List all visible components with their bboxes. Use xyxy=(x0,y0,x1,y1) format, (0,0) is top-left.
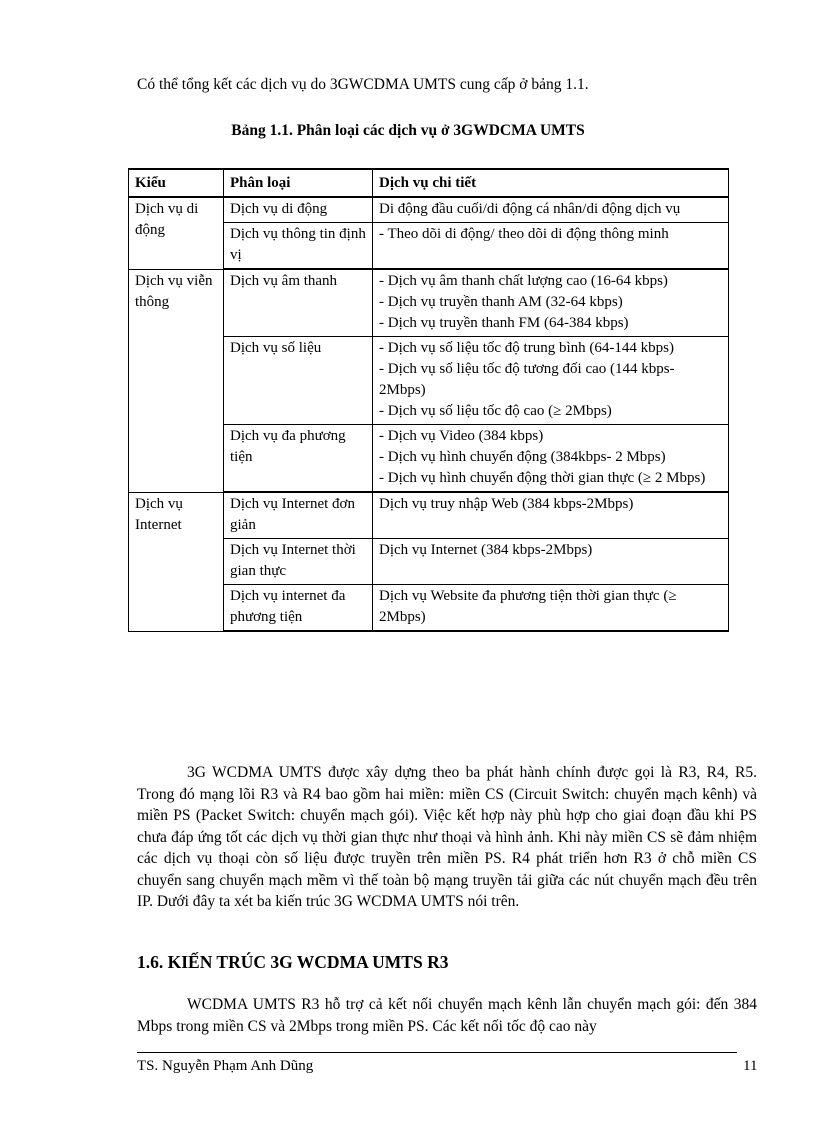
detail-line: - Dịch vụ số liệu tốc độ cao (≥ 2Mbps) xyxy=(379,403,612,419)
category-cell: Dịch vụ Internet thời gian thực xyxy=(224,539,373,585)
table-row xyxy=(129,269,729,337)
body-paragraph: WCDMA UMTS R3 hỗ trợ cả kết nối chuyển mạch kênh lẫn chuyển mạch gói: đến 384 Mbps trong miền CS và 2Mbps trong miền PS. Các kết nối tốc độ cao này xyxy=(137,996,757,1035)
footer-divider xyxy=(137,1052,737,1053)
detail-line: Dịch vụ Internet (384 kbps-2Mbps) xyxy=(379,542,593,558)
detail-line: - Dịch vụ âm thanh chất lượng cao (16-64 kbps) xyxy=(379,273,668,289)
details-cell xyxy=(373,425,729,493)
section-heading: 1.6. KIẾN TRÚC 3G WCDMA UMTS R3 xyxy=(137,952,449,972)
table-row xyxy=(129,197,729,223)
detail-line: - Dịch vụ truyền thanh AM (32-64 kbps) xyxy=(379,294,623,310)
category-cell: Dịch vụ đa phương tiện xyxy=(224,425,373,493)
category-cell: Dịch vụ thông tin định vị xyxy=(224,223,373,270)
category-cell: Dịch vụ di động xyxy=(224,197,373,223)
table-header-row xyxy=(129,169,729,197)
details-cell xyxy=(373,539,729,585)
detail-line: - Dịch vụ số liệu tốc độ tương đối cao (144 kbps- 2Mbps) xyxy=(379,361,675,398)
group-type-cell: Dịch vụ Internet xyxy=(129,492,224,631)
page-number: 11 xyxy=(743,1058,758,1074)
details-cell xyxy=(373,197,729,223)
group-type-cell: Dịch vụ viễn thông xyxy=(129,269,224,492)
detail-line: - Theo dõi di động/ theo dõi di động thông minh xyxy=(379,226,669,242)
detail-line: Di động đầu cuối/di động cá nhân/di động dịch vụ xyxy=(379,201,681,217)
header-type: Kiểu xyxy=(129,169,224,197)
details-cell xyxy=(373,492,729,539)
details-cell xyxy=(373,585,729,632)
category-cell: Dịch vụ Internet đơn giản xyxy=(224,492,373,539)
footer-author: TS. Nguyễn Phạm Anh Dũng xyxy=(137,1058,314,1074)
details-cell xyxy=(373,223,729,270)
category-cell: Dịch vụ âm thanh xyxy=(224,269,373,337)
body-paragraph: 3G WCDMA UMTS được xây dựng theo ba phát hành chính được gọi là R3, R4, R5. Trong đó mạng lõi R3 và R4 bao gồm hai miền: miền CS (Circuit Switch: chuyển mạch kênh) và miền PS (Packet Switch: chuyển mạch gói). Việc kết hợp này phù hợp cho giai đoạn đầu khi PS chưa đáp ứng tốt các dịch vụ thời gian thực như thoại và hình ảnh. Khi này miền CS sẽ đảm nhiệm các dịch vụ thoại còn số liệu được truyền trên miền PS. R4 phát triển hơn R3 ở chỗ miền CS chuyển sang chuyển mạch mềm vì thế toàn bộ mạng truyền tải giữa các nút chuyển mạch đều trên IP. Dưới đây ta xét ba kiến trúc 3G WCDMA UMTS nói trên. xyxy=(137,764,757,910)
detail-line: - Dịch vụ số liệu tốc độ trung bình (64-144 kbps) xyxy=(379,340,674,356)
details-cell xyxy=(373,337,729,425)
detail-line: - Dịch vụ Video (384 kbps) xyxy=(379,428,544,444)
group-type-cell: Dịch vụ di động xyxy=(129,197,224,269)
table-caption: Bảng 1.1. Phân loại các dịch vụ ở 3GWDCMA UMTS xyxy=(231,122,585,139)
detail-line: - Dịch vụ hình chuyển động (384kbps- 2 Mbps) xyxy=(379,449,666,465)
detail-line: Dịch vụ Website đa phương tiện thời gian thực (≥ 2Mbps) xyxy=(379,588,677,625)
detail-line: Dịch vụ truy nhập Web (384 kbps-2Mbps) xyxy=(379,496,634,512)
category-cell: Dịch vụ số liệu xyxy=(224,337,373,425)
detail-line: - Dịch vụ truyền thanh FM (64-384 kbps) xyxy=(379,315,629,331)
table-row xyxy=(129,492,729,539)
header-category: Phân loại xyxy=(224,169,373,197)
services-table xyxy=(128,168,729,632)
intro-text: Có thể tổng kết các dịch vụ do 3GWCDMA UMTS cung cấp ở bảng 1.1. xyxy=(137,76,589,93)
details-cell xyxy=(373,269,729,337)
category-cell: Dịch vụ internet đa phương tiện xyxy=(224,585,373,632)
header-details: Dịch vụ chi tiết xyxy=(373,169,729,197)
detail-line: - Dịch vụ hình chuyển động thời gian thực (≥ 2 Mbps) xyxy=(379,470,706,486)
